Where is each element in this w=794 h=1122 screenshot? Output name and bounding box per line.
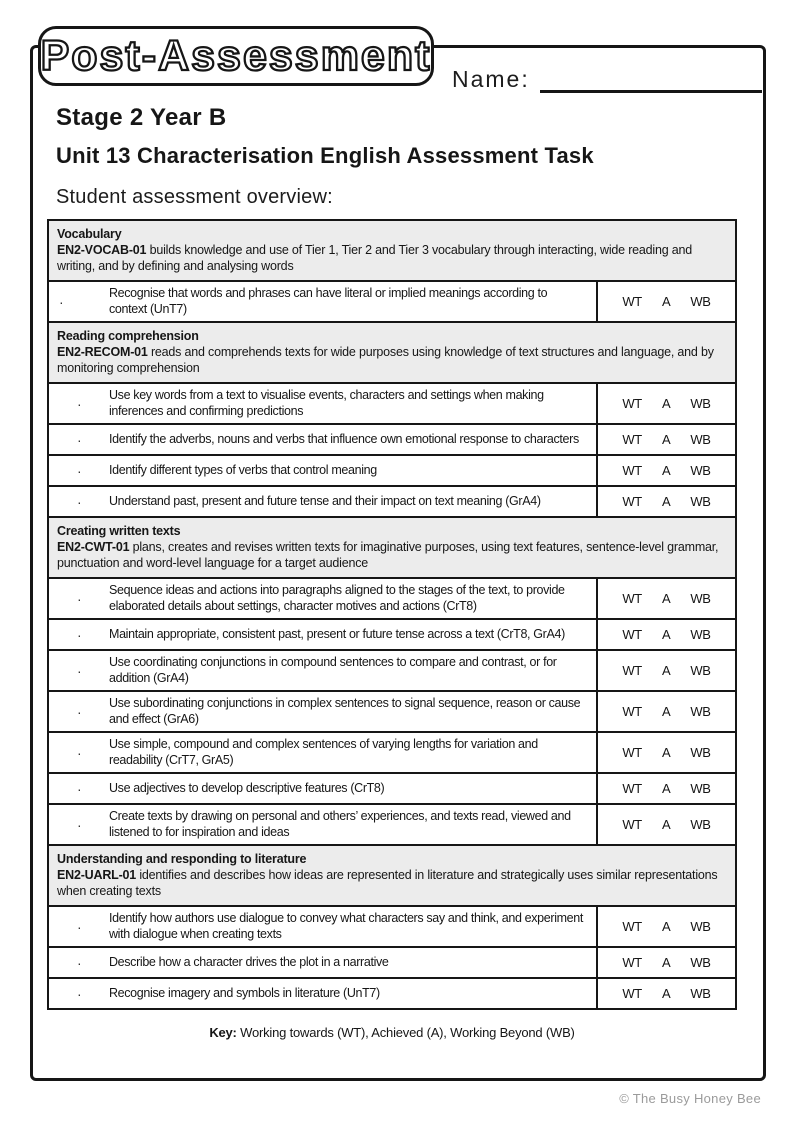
- mark-option-a: A: [661, 294, 671, 309]
- section-code: EN2-VOCAB-01: [57, 243, 147, 257]
- key-label: Key:: [209, 1025, 237, 1040]
- section-description: [57, 344, 727, 376]
- section-description: [57, 539, 727, 571]
- mark-option-wb: WB: [690, 781, 711, 796]
- mark-option-wb: WB: [690, 494, 711, 509]
- section-description-text: plans, creates and revises written texts for imaginative purposes, using text features, sentence-level grammar, punctuation and word-level language for a target audience: [57, 540, 719, 570]
- marks-cell: [596, 620, 735, 649]
- mark-option-a: A: [661, 704, 671, 719]
- section-description-text: reads and comprehends texts for wide purposes using knowledge of text structures and language, and by monitoring comprehension: [57, 345, 714, 375]
- outcome-text: Maintain appropriate, consistent past, present or future tense across a text (CrT8, GrA4): [109, 626, 565, 641]
- outcome-text: Recognise that words and phrases can have literal or implied meanings according to context (UnT7): [109, 286, 548, 316]
- overview-subtitle: Student assessment overview:: [56, 186, 333, 208]
- mark-option-wb: WB: [690, 704, 711, 719]
- marks-cell: [596, 979, 735, 1008]
- mark-option-wt: WT: [622, 663, 642, 678]
- section-description: [57, 867, 727, 899]
- section-header: [49, 844, 735, 905]
- key-text: Working towards (WT), Achieved (A), Working Beyond (WB): [236, 1025, 575, 1040]
- outcome-text: Describe how a character drives the plot in a narrative: [109, 954, 389, 969]
- mark-option-wt: WT: [622, 591, 642, 606]
- mark-option-wt: WT: [622, 817, 642, 832]
- outcome-row: [49, 731, 735, 772]
- mark-option-a: A: [661, 627, 671, 642]
- marks-cell: [596, 733, 735, 772]
- section-description-text: identifies and describes how ideas are represented in literature and strategically uses similar representations when creating texts: [57, 868, 718, 898]
- mark-option-wt: WT: [622, 494, 642, 509]
- mark-option-wt: WT: [622, 704, 642, 719]
- marks-cell: [596, 579, 735, 618]
- section-header: [49, 516, 735, 577]
- outcome-text: Sequence ideas and actions into paragraphs aligned to the stages of the text, to provide elaborated details about settings, character motives and actions (CrT8): [109, 583, 565, 613]
- mark-option-wt: WT: [622, 955, 642, 970]
- bullet-dot-icon: ·: [77, 816, 82, 833]
- marks-cell: [596, 948, 735, 977]
- mark-option-wb: WB: [690, 591, 711, 606]
- outcome-row: [49, 649, 735, 690]
- outcome-text: Use simple, compound and complex sentences of varying lengths for variation and readability (CrT7, GrA5): [109, 737, 538, 767]
- mark-option-a: A: [661, 663, 671, 678]
- mark-option-a: A: [661, 919, 671, 934]
- outcome-row: [49, 618, 735, 649]
- section-header: [49, 321, 735, 382]
- mark-option-a: A: [661, 396, 671, 411]
- mark-option-a: A: [661, 781, 671, 796]
- stage-heading: Stage 2 Year B: [56, 104, 227, 131]
- mark-option-wb: WB: [690, 817, 711, 832]
- mark-option-a: A: [661, 591, 671, 606]
- mark-option-wb: WB: [690, 432, 711, 447]
- section-header: [49, 221, 735, 280]
- marks-cell: [596, 774, 735, 803]
- outcome-text: Use adjectives to develop descriptive features (CrT8): [109, 780, 385, 795]
- section-title: Creating written texts: [57, 524, 181, 538]
- marks-cell: [596, 805, 735, 844]
- section-title: Understanding and responding to literature: [57, 852, 307, 866]
- outcome-row: [49, 577, 735, 618]
- mark-option-a: A: [661, 463, 671, 478]
- marks-cell: [596, 384, 735, 423]
- section-code: EN2-CWT-01: [57, 540, 130, 554]
- marks-cell: [596, 487, 735, 516]
- mark-option-wb: WB: [690, 955, 711, 970]
- section-description-text: builds knowledge and use of Tier 1, Tier 2 and Tier 3 vocabulary through interacting, wide reading and writing, and by defining and analysing words: [57, 243, 693, 273]
- marks-cell: [596, 651, 735, 690]
- unit-title-heading: Unit 13 Characterisation English Assessment Task: [56, 143, 594, 168]
- mark-option-wb: WB: [690, 986, 711, 1001]
- outcome-row: [49, 485, 735, 516]
- section-title: Reading comprehension: [57, 329, 199, 343]
- bullet-dot-icon: ·: [77, 590, 82, 607]
- bullet-dot-icon: ·: [77, 395, 82, 412]
- mark-option-a: A: [661, 432, 671, 447]
- mark-option-wt: WT: [622, 781, 642, 796]
- outcome-row: [49, 454, 735, 485]
- outcome-text: Understand past, present and future tense and their impact on text meaning (GrA4): [109, 493, 541, 508]
- bullet-dot-icon: ·: [77, 985, 82, 1002]
- mark-option-wt: WT: [622, 463, 642, 478]
- section-code: EN2-UARL-01: [57, 868, 137, 882]
- outcome-row: [49, 382, 735, 423]
- outcome-text: Identify the adverbs, nouns and verbs that influence own emotional response to characters: [109, 431, 579, 446]
- outcome-row: [49, 803, 735, 844]
- copyright-note: © The Busy Honey Bee: [619, 1091, 761, 1106]
- name-label: Name:: [452, 66, 530, 92]
- bullet-dot-icon: ·: [77, 918, 82, 935]
- bullet-dot-icon: ·: [77, 626, 82, 643]
- section-description: [57, 242, 727, 274]
- content-area: [47, 219, 737, 1040]
- outcome-row: [49, 280, 735, 321]
- outcome-row: [49, 423, 735, 454]
- mark-option-wb: WB: [690, 463, 711, 478]
- mark-option-a: A: [661, 817, 671, 832]
- outcome-text: Create texts by drawing on personal and others’ experiences, and texts read, viewed and listened to for inspiration and ideas: [109, 809, 571, 839]
- mark-option-wt: WT: [622, 986, 642, 1001]
- section-title: Vocabulary: [57, 227, 122, 241]
- bullet-dot-icon: ·: [77, 462, 82, 479]
- bullet-dot-icon: ·: [77, 703, 82, 720]
- outcome-row: [49, 977, 735, 1008]
- outcome-text: Recognise imagery and symbols in literature (UnT7): [109, 985, 380, 1000]
- mark-option-a: A: [661, 986, 671, 1001]
- outcome-row: [49, 946, 735, 977]
- outcome-row: [49, 905, 735, 946]
- outcome-text: Use coordinating conjunctions in compound sentences to compare and contrast, or for addition (GrA4): [109, 655, 557, 685]
- name-field: [452, 66, 762, 93]
- outcome-row: [49, 772, 735, 803]
- marks-cell: [596, 692, 735, 731]
- mark-option-wt: WT: [622, 627, 642, 642]
- bullet-dot-icon: ·: [77, 744, 82, 761]
- name-underline: [540, 67, 762, 93]
- bullet-dot-icon: ·: [77, 662, 82, 679]
- bullet-dot-icon: ·: [77, 780, 82, 797]
- outcome-row: [49, 690, 735, 731]
- assessment-table: [47, 219, 737, 1010]
- mark-option-wt: WT: [622, 745, 642, 760]
- mark-option-wb: WB: [690, 745, 711, 760]
- outcome-text: Use key words from a text to visualise events, characters and settings when making inferences and confirming predictions: [109, 388, 544, 418]
- key-line: [47, 1025, 737, 1040]
- outcome-text: Identify different types of verbs that control meaning: [109, 462, 377, 477]
- mark-option-a: A: [661, 494, 671, 509]
- mark-option-wb: WB: [690, 663, 711, 678]
- mark-option-wt: WT: [622, 294, 642, 309]
- bullet-dot-icon: ·: [77, 493, 82, 510]
- mark-option-wb: WB: [690, 396, 711, 411]
- badge-title: Post-Assessment: [40, 31, 432, 80]
- outcome-text: Identify how authors use dialogue to convey what characters say and think, and experiment with dialogue when creating texts: [109, 911, 584, 941]
- marks-cell: [596, 425, 735, 454]
- mark-option-wb: WB: [690, 294, 711, 309]
- mark-option-wt: WT: [622, 396, 642, 411]
- marks-cell: [596, 907, 735, 946]
- mark-option-wt: WT: [622, 432, 642, 447]
- mark-option-wb: WB: [690, 627, 711, 642]
- marks-cell: [596, 456, 735, 485]
- bullet-dot-icon: ·: [77, 431, 82, 448]
- mark-option-wt: WT: [622, 919, 642, 934]
- section-code: EN2-RECOM-01: [57, 345, 148, 359]
- mark-option-a: A: [661, 745, 671, 760]
- post-assessment-badge: [38, 26, 434, 86]
- bullet-dot-icon: ·: [77, 954, 82, 971]
- marks-cell: [596, 282, 735, 321]
- mark-option-wb: WB: [690, 919, 711, 934]
- bullet-dot-icon: ·: [59, 293, 64, 310]
- mark-option-a: A: [661, 955, 671, 970]
- outcome-text: Use subordinating conjunctions in complex sentences to signal sequence, reason or cause and effect (GrA6): [109, 696, 581, 726]
